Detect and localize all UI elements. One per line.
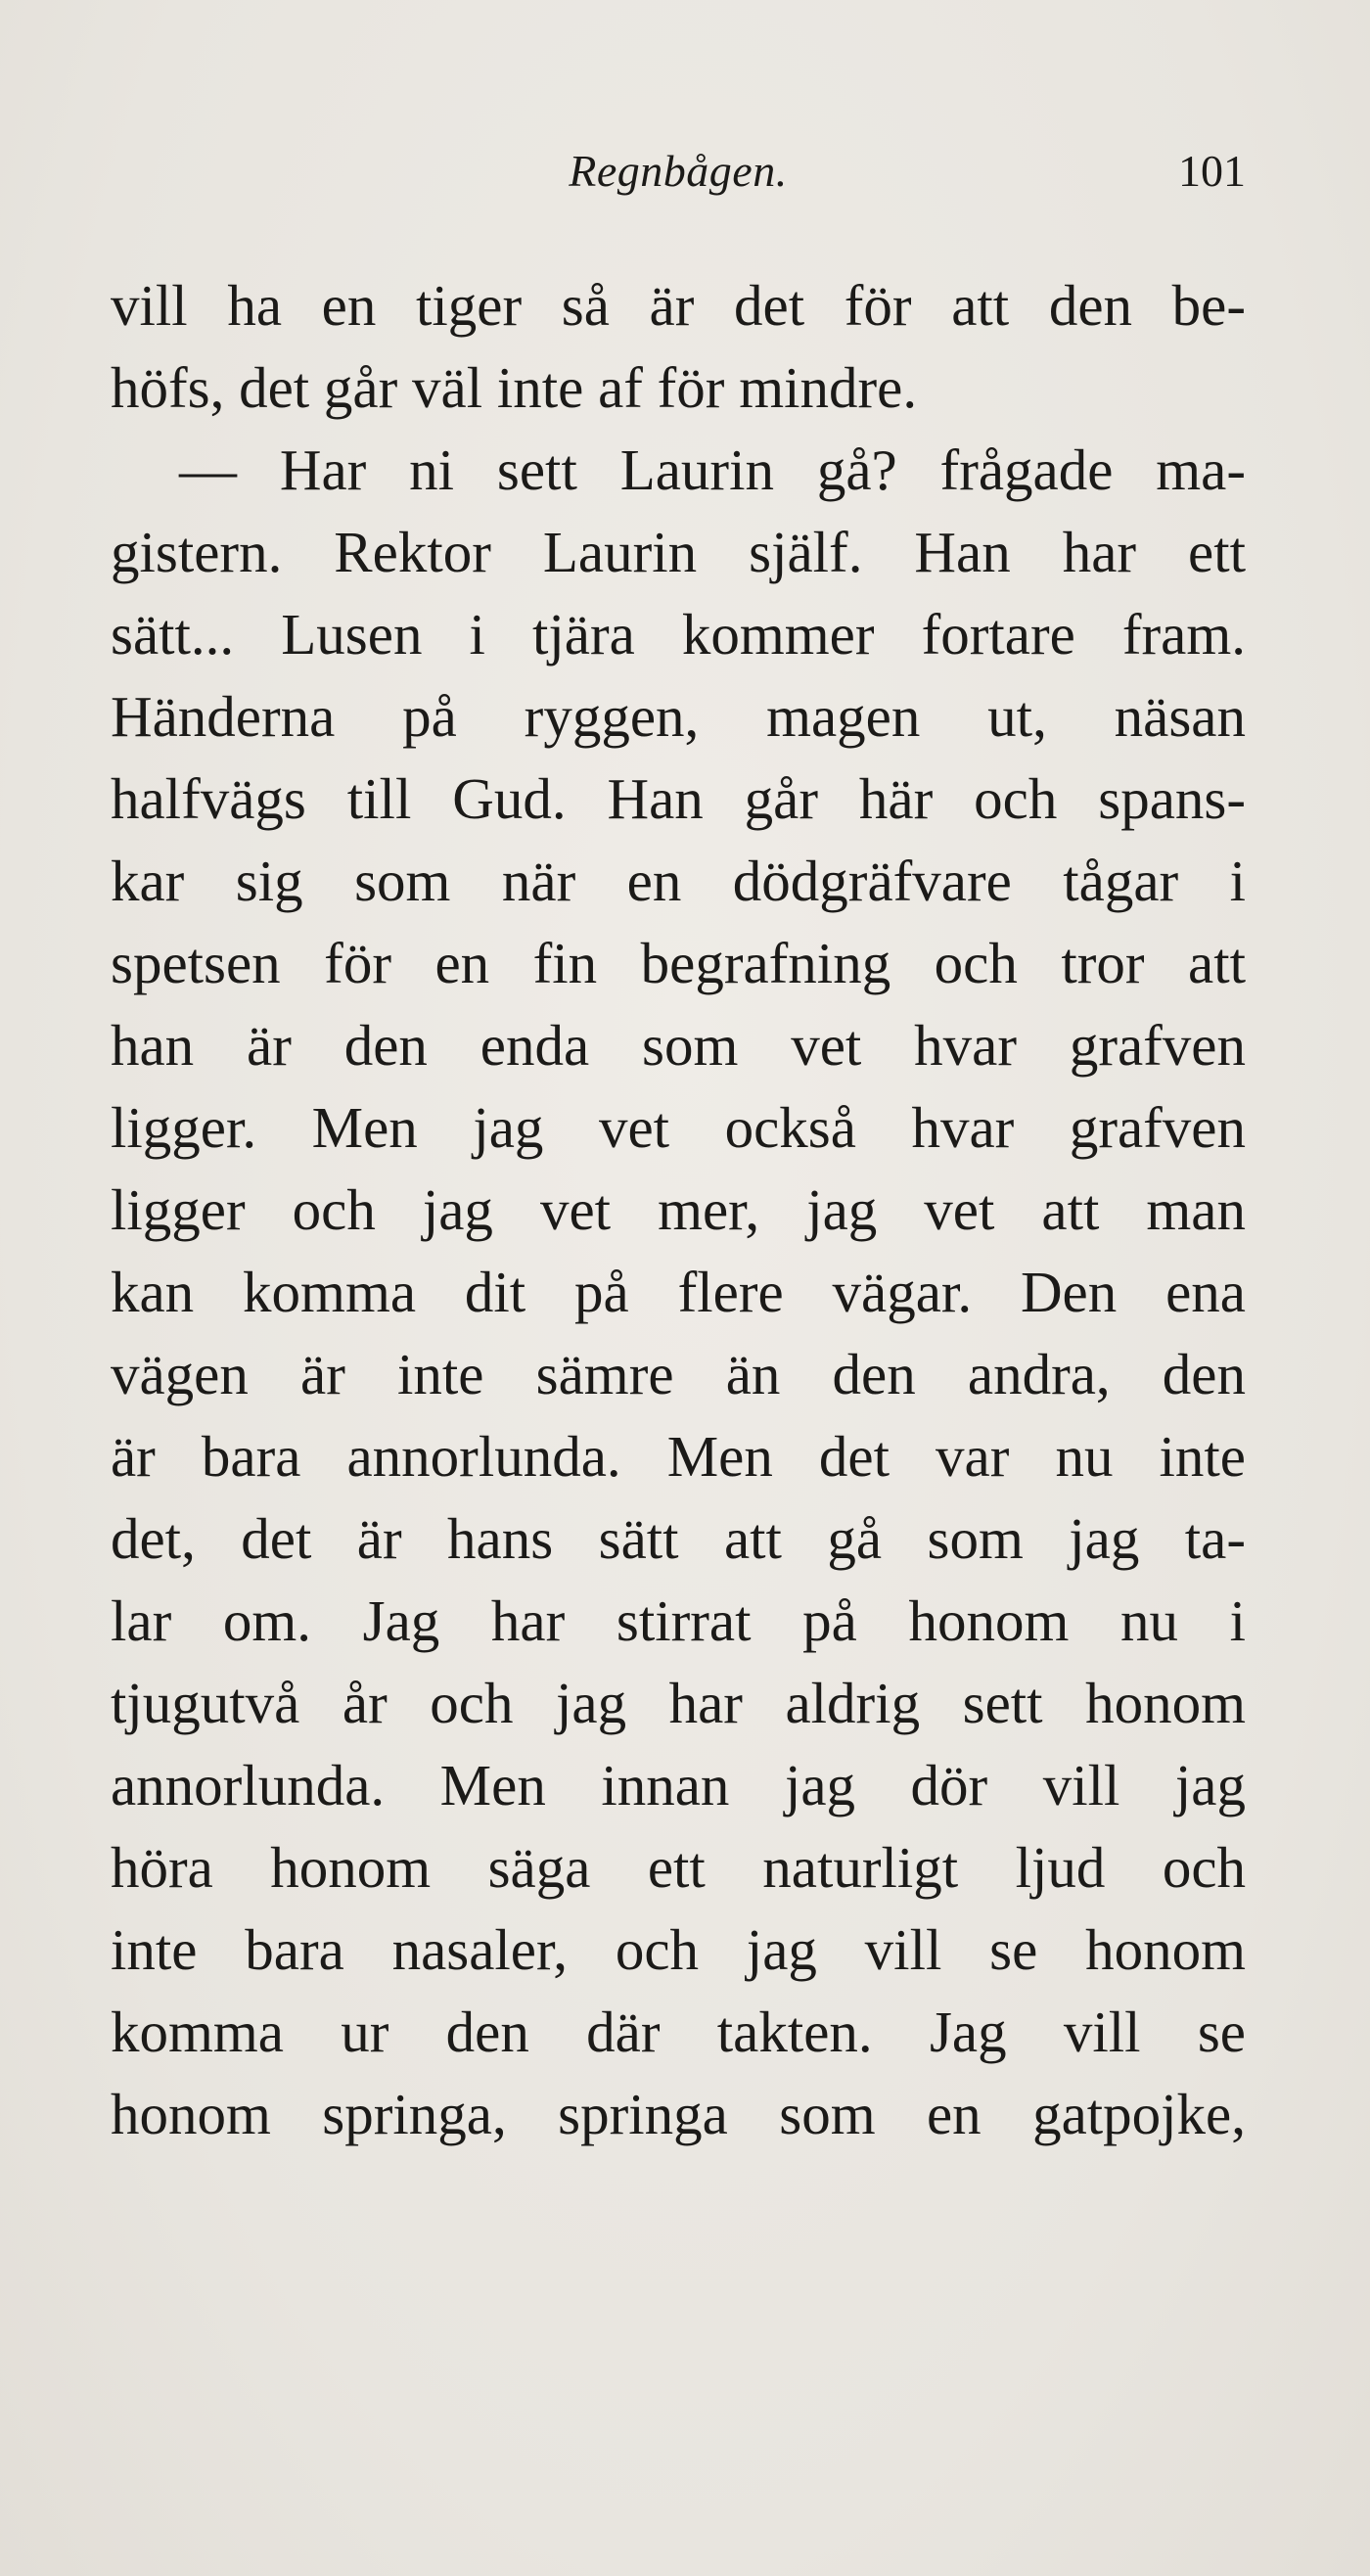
- text-line: kar sig som när en dödgräfvare tågar i: [111, 849, 1246, 913]
- text-line: sätt... Lusen i tjära kommer fortare fram.: [111, 602, 1246, 667]
- running-title: Regnbågen.: [569, 146, 788, 196]
- text-line: lar om. Jag har stirrat på honom nu i: [111, 1588, 1246, 1653]
- text-line: tjugutvå år och jag har aldrig sett honom: [111, 1671, 1246, 1735]
- text-line: annorlunda. Men innan jag dör vill jag: [111, 1753, 1246, 1817]
- text-line: — Har ni sett Laurin gå? frågade ma-: [179, 437, 1246, 502]
- text-line: är bara annorlunda. Men det var nu inte: [111, 1424, 1246, 1489]
- page-number: 101: [1178, 146, 1246, 196]
- text-line: ligger och jag vet mer, jag vet att man: [111, 1177, 1246, 1242]
- text-line: vägen är inte sämre än den andra, den: [111, 1342, 1246, 1406]
- text-line: inte bara nasaler, och jag vill se honom: [111, 1917, 1246, 1982]
- text-line: höfs, det går väl inte af för mindre.: [111, 355, 918, 420]
- text-line: ligger. Men jag vet också hvar grafven: [111, 1095, 1246, 1160]
- text-line: vill ha en tiger så är det för att den be-: [111, 273, 1246, 338]
- text-line: komma ur den där takten. Jag vill se: [111, 2000, 1246, 2064]
- text-line: kan komma dit på flere vägar. Den ena: [111, 1260, 1246, 1324]
- text-line: Händerna på ryggen, magen ut, näsan: [111, 684, 1246, 749]
- text-line: honom springa, springa som en gatpojke,: [111, 2082, 1246, 2146]
- text-line: gistern. Rektor Laurin själf. Han har ett: [111, 520, 1246, 584]
- text-line: höra honom säga ett naturligt ljud och: [111, 1835, 1246, 1900]
- body-text: [111, 264, 1246, 2155]
- text-line: det, det är hans sätt att gå som jag ta-: [111, 1506, 1246, 1571]
- text-line: han är den enda som vet hvar grafven: [111, 1013, 1246, 1078]
- page-header: [111, 137, 1246, 206]
- text-line: halfvägs till Gud. Han går här och spans-: [111, 766, 1246, 831]
- text-line: spetsen för en fin begrafning och tror att: [111, 931, 1246, 995]
